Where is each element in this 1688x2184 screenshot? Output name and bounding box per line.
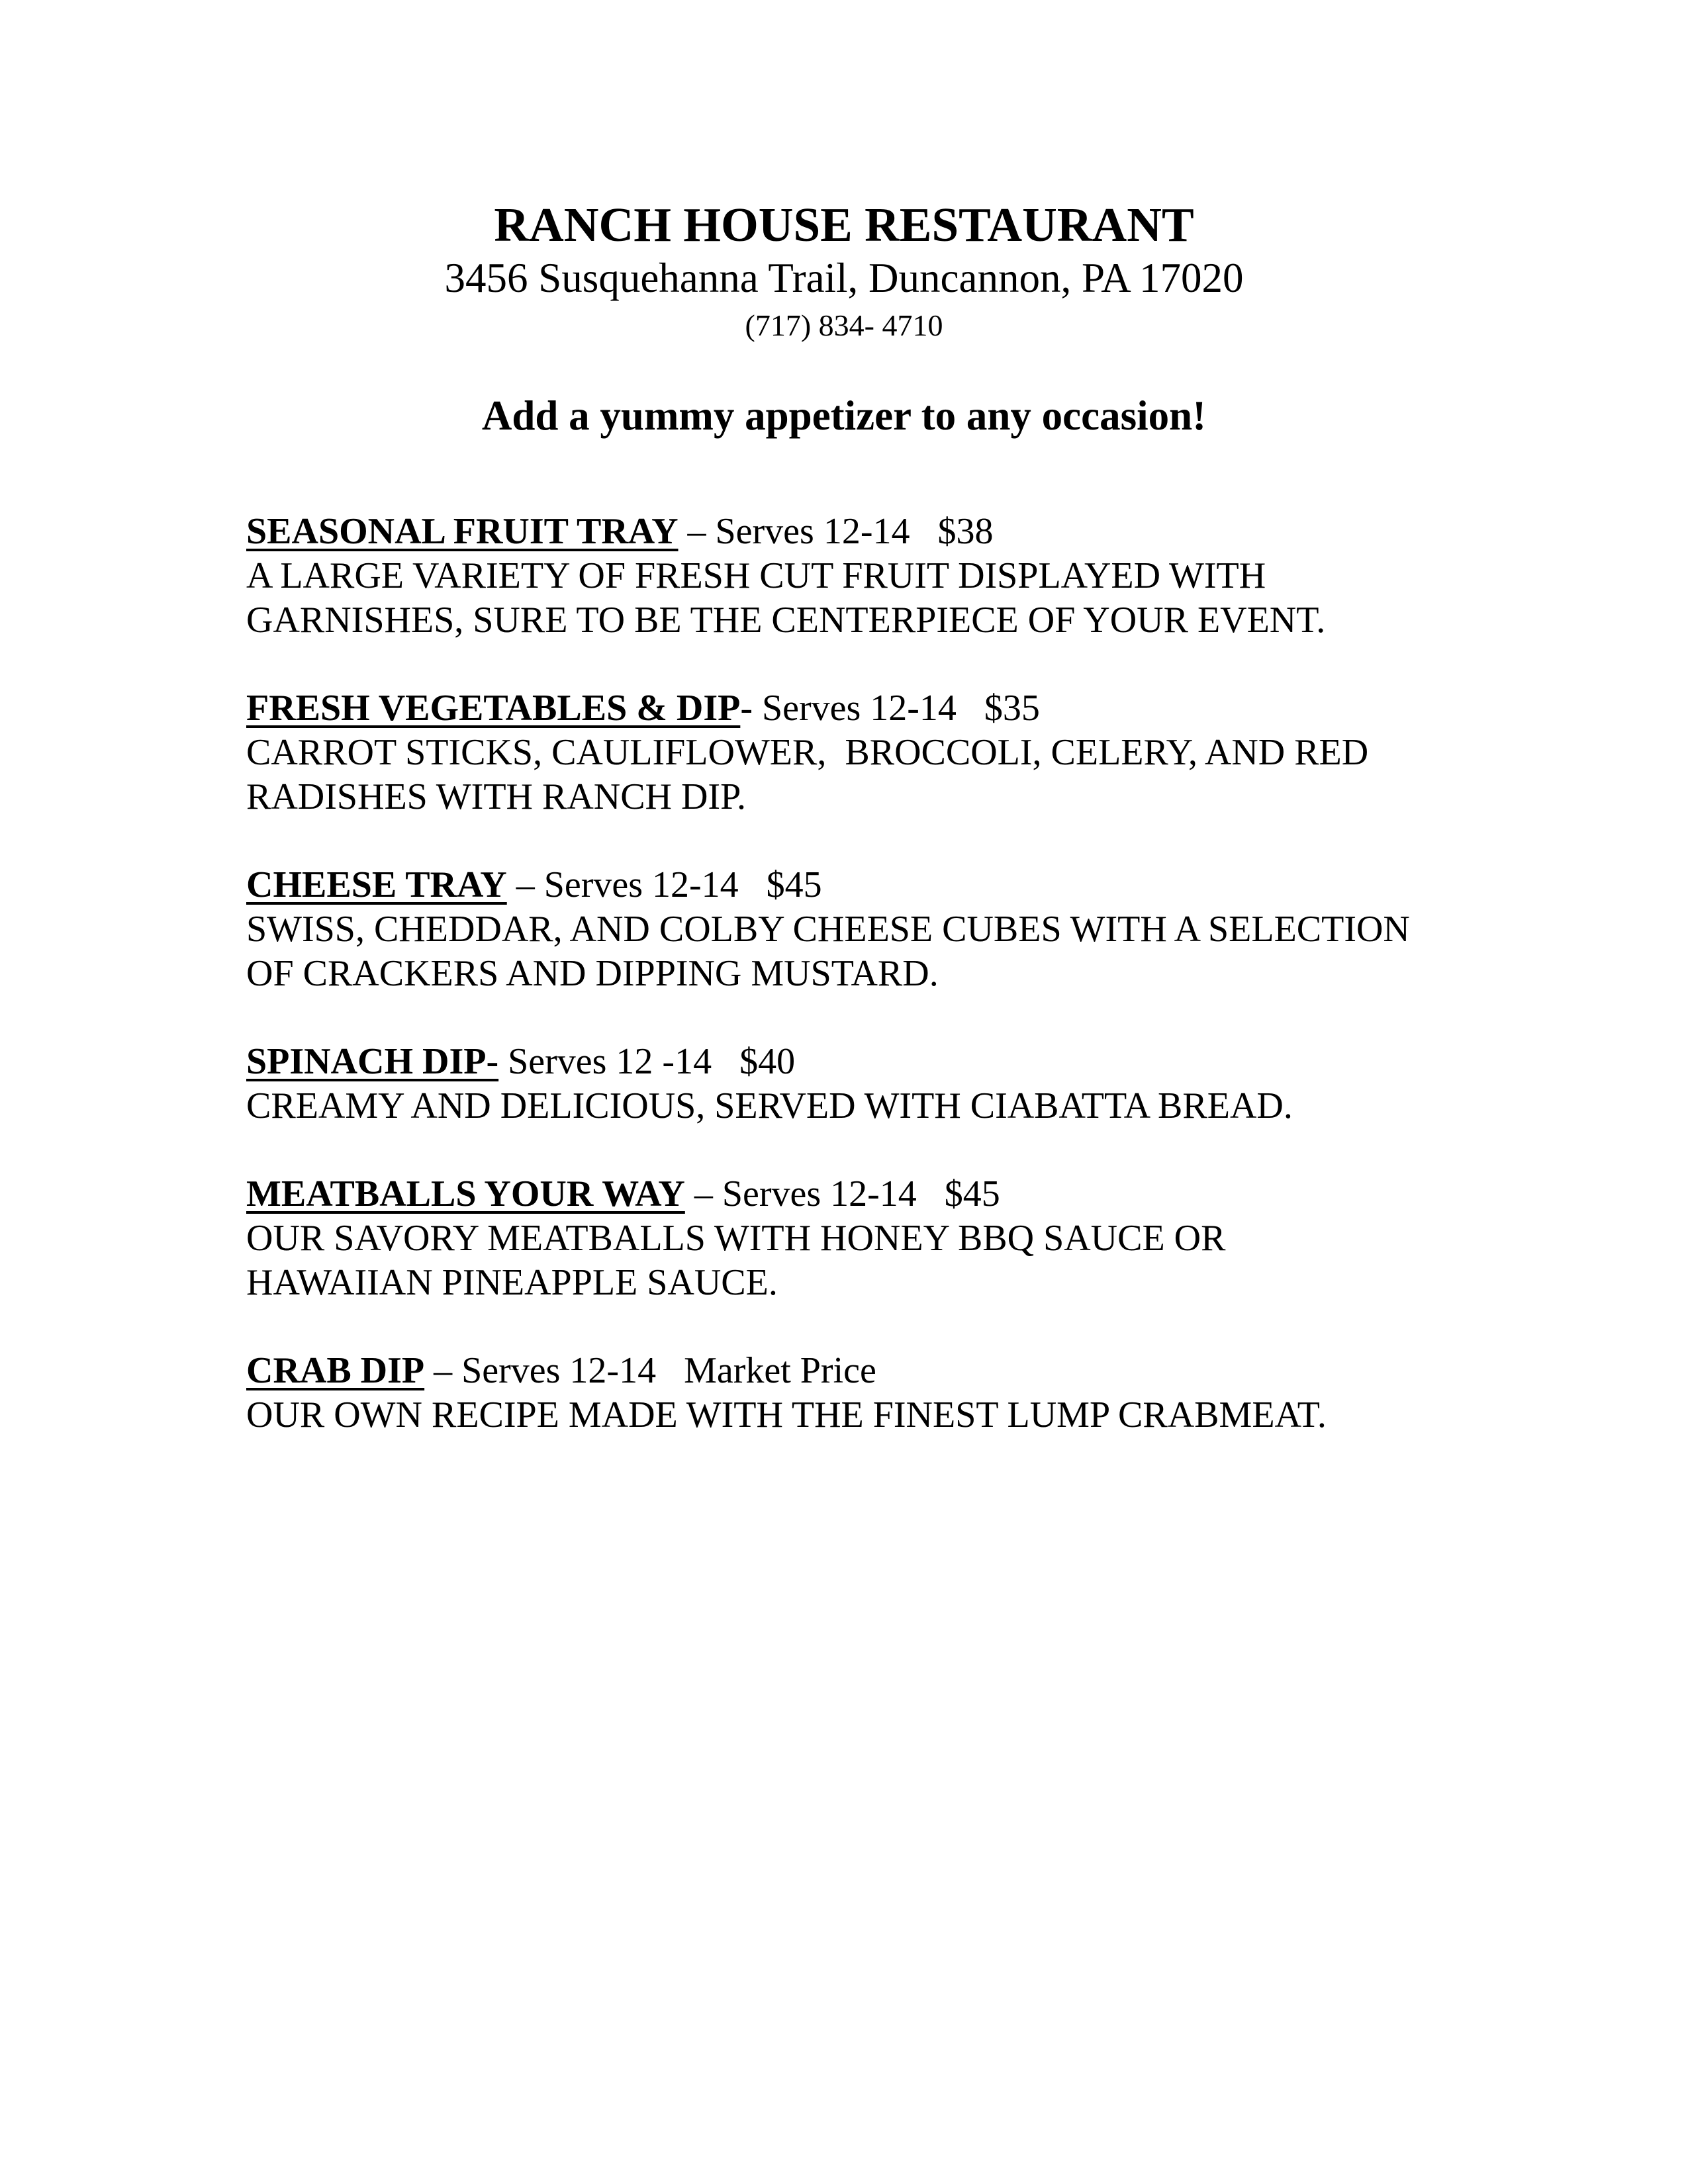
menu-item bbox=[246, 863, 1504, 996]
menu-item-description-line: GARNISHES, SURE TO BE THE CENTERPIECE OF YOUR EVENT. bbox=[246, 600, 1326, 641]
menu-item-name: MEATBALLS YOUR WAY bbox=[246, 1173, 685, 1214]
menu-item-name: CHEESE TRAY bbox=[246, 864, 507, 905]
menu-item-heading bbox=[246, 510, 1504, 554]
menu-tagline: Add a yummy appetizer to any occasion! bbox=[481, 392, 1207, 439]
menu-item-description-line: RADISHES WITH RANCH DIP. bbox=[246, 776, 747, 817]
menu-item-heading bbox=[246, 1040, 1504, 1084]
restaurant-address: 3456 Susquehanna Trail, Duncannon, PA 17020 bbox=[444, 255, 1244, 301]
menu-item-serves-price: Serves 12 -14 $40 bbox=[498, 1041, 796, 1082]
menu-item-description-line: OUR OWN RECIPE MADE WITH THE FINEST LUMP CRABMEAT. bbox=[246, 1394, 1327, 1435]
menu-item-heading bbox=[246, 1172, 1504, 1216]
menu-item-name: SEASONAL FRUIT TRAY bbox=[246, 511, 679, 552]
menu-item-serves-price: – Serves 12-14 Market Price bbox=[424, 1350, 876, 1391]
menu-item-serves-price: - Serves 12-14 $35 bbox=[740, 688, 1040, 729]
restaurant-name: RANCH HOUSE RESTAURANT bbox=[494, 198, 1194, 251]
menu-item-heading bbox=[246, 863, 1504, 907]
menu-item-heading bbox=[246, 686, 1504, 731]
menu-item bbox=[246, 510, 1504, 643]
menu-item-name: SPINACH DIP- bbox=[246, 1041, 499, 1082]
menu-item-description-line: OF CRACKERS AND DIPPING MUSTARD. bbox=[246, 953, 939, 994]
menu-item bbox=[246, 1172, 1504, 1305]
menu-item-heading bbox=[246, 1349, 1504, 1393]
menu-item-serves-price: – Serves 12-14 $45 bbox=[506, 864, 822, 905]
menu-item-serves-price: – Serves 12-14 $45 bbox=[684, 1173, 1000, 1214]
menu-item-description-line: SWISS, CHEDDAR, AND COLBY CHEESE CUBES WITH A SELECTION bbox=[246, 909, 1410, 950]
menu-item-name: CRAB DIP bbox=[246, 1350, 425, 1391]
menu-item-description-line: HAWAIIAN PINEAPPLE SAUCE. bbox=[246, 1262, 778, 1303]
menu-item bbox=[246, 1349, 1504, 1437]
menu-item bbox=[246, 686, 1504, 819]
menu-item-description-line: A LARGE VARIETY OF FRESH CUT FRUIT DISPLAYED WITH bbox=[246, 555, 1266, 596]
menu-item-serves-price: – Serves 12-14 $38 bbox=[678, 511, 994, 552]
menu-item-name: FRESH VEGETABLES & DIP bbox=[246, 688, 741, 729]
restaurant-phone: (717) 834- 4710 bbox=[745, 308, 943, 342]
menu-item bbox=[246, 1040, 1504, 1128]
appetizer-list bbox=[246, 510, 1504, 1481]
menu-item-description-line: CARROT STICKS, CAULIFLOWER, BROCCOLI, CELERY, AND RED bbox=[246, 732, 1369, 773]
menu-item-description-line: OUR SAVORY MEATBALLS WITH HONEY BBQ SAUCE OR bbox=[246, 1218, 1226, 1259]
menu-item-description-line: CREAMY AND DELICIOUS, SERVED WITH CIABATTA BREAD. bbox=[246, 1085, 1293, 1126]
